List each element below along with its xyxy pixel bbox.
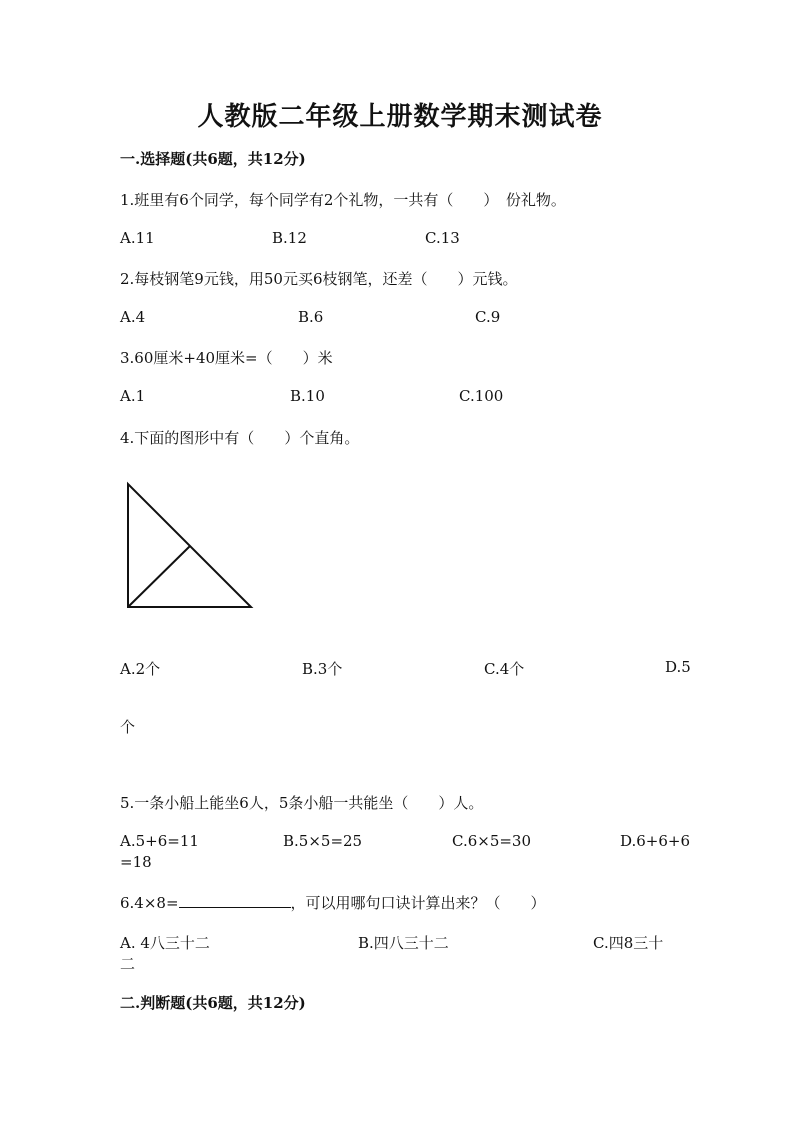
question-6-option-c: C.四8三十 — [593, 934, 664, 952]
section-2-header: 二.判断题(共6题，共12分) — [120, 994, 306, 1012]
question-3-option-b: B.10 — [290, 387, 325, 405]
question-4-option-b: B.3个 — [302, 660, 343, 678]
question-3-option-a: A.1 — [120, 387, 146, 405]
question-5-option-d-wrap: =18 — [120, 853, 152, 871]
question-5-option-a: A.5+6=11 — [120, 832, 199, 850]
question-6-text — [120, 892, 546, 913]
question-6-option-b: B.四八三十二 — [358, 934, 449, 952]
inner-segment-top — [128, 546, 190, 607]
question-3-option-c: C.100 — [459, 387, 504, 405]
question-6-option-a: A. 4八三十二 — [120, 934, 210, 952]
question-2-option-b: B.6 — [298, 308, 324, 326]
question-6-text-before: 6.4×8= — [120, 894, 179, 912]
section-1-header: 一.选择题(共6题，共12分) — [120, 150, 306, 168]
question-2-option-c: C.9 — [475, 308, 501, 326]
question-3-text: 3.60厘米+40厘米=（ ）米 — [120, 349, 333, 367]
question-5-option-d: D.6+6+6 — [620, 832, 691, 850]
right-triangle-figure — [120, 478, 260, 613]
question-4-option-d: D.5 — [665, 658, 691, 676]
question-4-option-c: C.4个 — [484, 660, 525, 678]
answer-blank — [179, 893, 291, 908]
question-1-option-b: B.12 — [272, 229, 307, 247]
question-4-option-d-wrap: 个 — [120, 718, 136, 736]
question-2-option-a: A.4 — [120, 308, 146, 326]
question-4-option-a: A.2个 — [120, 660, 161, 678]
question-6-option-c-wrap: 二 — [120, 955, 136, 973]
question-2-text: 2.每枝钢笔9元钱，用50元买6枝钢笔，还差（ ）元钱。 — [120, 270, 518, 288]
question-5-option-b: B.5×5=25 — [283, 832, 363, 850]
question-4-text: 4.下面的图形中有（ ）个直角。 — [120, 429, 360, 447]
question-5-option-c: C.6×5=30 — [452, 832, 532, 850]
question-1-option-a: A.11 — [120, 229, 155, 247]
question-5-text: 5.一条小船上能坐6人，5条小船一共能坐（ ）人。 — [120, 794, 484, 812]
question-1-option-c: C.13 — [425, 229, 460, 247]
question-6-text-after: ，可以用哪句口诀计算出来？（ ） — [290, 894, 546, 912]
question-1-text: 1.班里有6个同学，每个同学有2个礼物，一共有（ ） 份礼物。 — [120, 191, 566, 209]
page-title: 人教版二年级上册数学期末测试卷 — [197, 102, 603, 132]
